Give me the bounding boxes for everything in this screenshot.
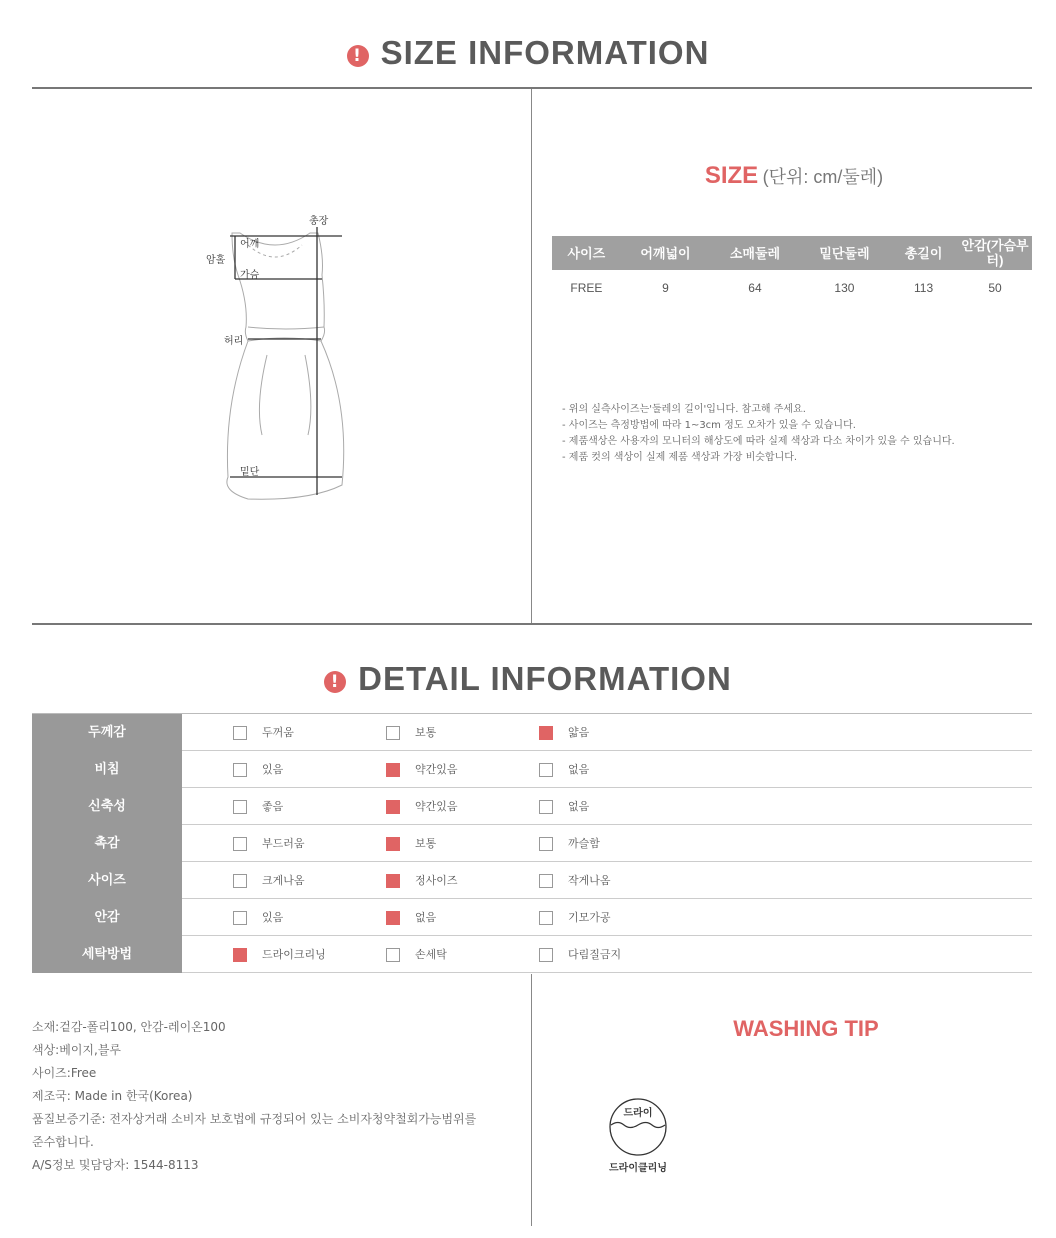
detail-row: [32, 751, 1032, 788]
checkbox-checked[interactable]: [386, 911, 400, 925]
checkbox[interactable]: [233, 763, 247, 777]
detail-option-label: 없음: [568, 800, 590, 813]
detail-option-label: 있음: [262, 911, 284, 924]
size-col-header: 총길이: [889, 236, 958, 270]
label-hem: 밑단: [240, 467, 260, 478]
size-unit: (단위: cm/둘레): [762, 167, 884, 187]
size-col-header: 밑단둘레: [800, 236, 889, 270]
detail-row: [32, 899, 1032, 936]
label-length: 총장: [309, 216, 329, 227]
divider: [531, 974, 532, 1226]
checkbox[interactable]: [539, 948, 553, 962]
detail-option-label: 작게나옴: [568, 874, 611, 887]
detail-row: [32, 936, 1032, 973]
size-notes: [562, 402, 955, 466]
checkbox[interactable]: [539, 874, 553, 888]
size-note: - 사이즈는 측정방법에 따라 1~3cm 정도 오차가 있을 수 있습니다.: [562, 420, 856, 431]
checkbox-checked[interactable]: [386, 874, 400, 888]
size-cell: FREE: [570, 281, 603, 295]
detail-row-label: 두께감: [32, 714, 182, 751]
product-info-line: 품질보증기준: 전자상거래 소비자 보호법에 규정되어 있는 소비자청약철회가능범위를: [32, 1112, 477, 1126]
detail-row-label: 비침: [32, 751, 182, 788]
checkbox[interactable]: [233, 874, 247, 888]
size-table-header-row: [552, 236, 1032, 270]
detail-option-label: 있음: [262, 763, 284, 776]
size-cell: 113: [914, 281, 934, 295]
size-note: - 위의 실측사이즈는'둘레의 길이'입니다. 참고해 주세요.: [562, 404, 806, 415]
checkbox[interactable]: [233, 726, 247, 740]
detail-row-label: 신축성: [32, 788, 182, 825]
detail-option-label: 정사이즈: [415, 874, 458, 887]
detail-option-label: 없음: [568, 763, 590, 776]
checkbox[interactable]: [539, 800, 553, 814]
detail-option-label: 부드러움: [262, 837, 305, 850]
checkbox[interactable]: [233, 837, 247, 851]
product-info-line: 색상:베이지,블루: [32, 1043, 122, 1057]
dry-clean-icon-label: 드라이: [623, 1108, 653, 1119]
detail-table: [32, 713, 1032, 973]
checkbox-checked[interactable]: [539, 726, 553, 740]
product-info-line: 소재:겉감-폴리100, 안감-레이온100: [32, 1020, 226, 1034]
size-section-title: [0, 34, 1056, 72]
detail-option-label: 없음: [415, 911, 437, 924]
detail-option-label: 약간있음: [415, 763, 458, 776]
size-cell: 9: [662, 281, 669, 295]
checkbox-checked[interactable]: [386, 763, 400, 777]
detail-option-label: 좋음: [262, 800, 284, 813]
detail-row-label: 사이즈: [32, 862, 182, 899]
detail-option-label: 까슬함: [568, 837, 600, 850]
dry-clean-caption: 드라이클리닝: [609, 1163, 667, 1174]
product-info-line: 사이즈:Free: [32, 1066, 97, 1080]
detail-row-label: 세탁방법: [32, 936, 182, 973]
size-cell: 130: [834, 281, 855, 295]
product-info-line: 준수합니다.: [32, 1135, 94, 1149]
divider: [32, 87, 1032, 89]
label-waist: 허리: [224, 336, 244, 347]
size-heading-text: SIZE: [704, 162, 759, 189]
detail-option-label: 손세탁: [415, 948, 447, 961]
checkbox[interactable]: [539, 763, 553, 777]
size-cell: 64: [748, 281, 762, 295]
size-note: - 제품색상은 사용자의 모니터의 해상도에 따라 실제 색상과 다소 차이가 있을 수 있습니다.: [562, 436, 955, 447]
size-col-header: 소매둘레: [710, 236, 799, 270]
product-info-line: A/S정보 및담당자: 1544-8113: [32, 1158, 199, 1172]
size-note: - 제품 컷의 색상이 실제 제품 색상과 가장 비슷합니다.: [562, 452, 798, 463]
size-table-row: [552, 270, 1032, 306]
size-table: [552, 236, 1032, 306]
product-info-line: 제조국: Made in 한국(Korea): [32, 1089, 193, 1103]
detail-row: [32, 862, 1032, 899]
detail-row-label: 촉감: [32, 825, 182, 862]
detail-row: [32, 714, 1032, 751]
size-col-header: 사이즈: [552, 236, 621, 270]
detail-option-label: 다림질금지: [568, 948, 622, 961]
size-cell: 50: [988, 281, 1002, 295]
size-col-header: 어깨넓이: [621, 236, 710, 270]
detail-option-label: 두꺼움: [262, 726, 294, 739]
washing-tip-title: WASHING TIP: [733, 1016, 879, 1041]
alert-icon: !: [324, 671, 346, 693]
checkbox[interactable]: [233, 911, 247, 925]
alert-icon: !: [347, 45, 369, 67]
label-chest: 가슴: [240, 270, 260, 281]
checkbox[interactable]: [539, 837, 553, 851]
label-shoulder: 어깨: [240, 239, 260, 250]
product-info: [32, 1016, 527, 1177]
detail-option-label: 크게나옴: [262, 874, 305, 887]
detail-row: [32, 825, 1032, 862]
detail-section-title: [0, 660, 1056, 698]
checkbox[interactable]: [386, 948, 400, 962]
checkbox[interactable]: [539, 911, 553, 925]
checkbox[interactable]: [233, 800, 247, 814]
detail-option-label: 보통: [415, 837, 437, 850]
detail-option-label: 보통: [415, 726, 437, 739]
checkbox-checked[interactable]: [386, 837, 400, 851]
divider: [32, 623, 1032, 625]
label-armhole: 암홀: [206, 255, 226, 266]
detail-option-label: 드라이크리닝: [262, 948, 326, 961]
detail-section-title-text: DETAIL INFORMATION: [358, 660, 732, 697]
checkbox-checked[interactable]: [386, 800, 400, 814]
dress-measurement-diagram: [190, 205, 370, 505]
size-col-header: 안감(가슴부터): [958, 236, 1032, 270]
checkbox[interactable]: [386, 726, 400, 740]
detail-row-label: 안감: [32, 899, 182, 936]
detail-option-label: 약간있음: [415, 800, 458, 813]
detail-option-label: 기모가공: [568, 911, 611, 924]
checkbox-checked[interactable]: [233, 948, 247, 962]
detail-row: [32, 788, 1032, 825]
size-section-title-text: SIZE INFORMATION: [380, 34, 710, 71]
size-heading: [532, 162, 1056, 190]
detail-option-label: 얇음: [568, 726, 590, 739]
